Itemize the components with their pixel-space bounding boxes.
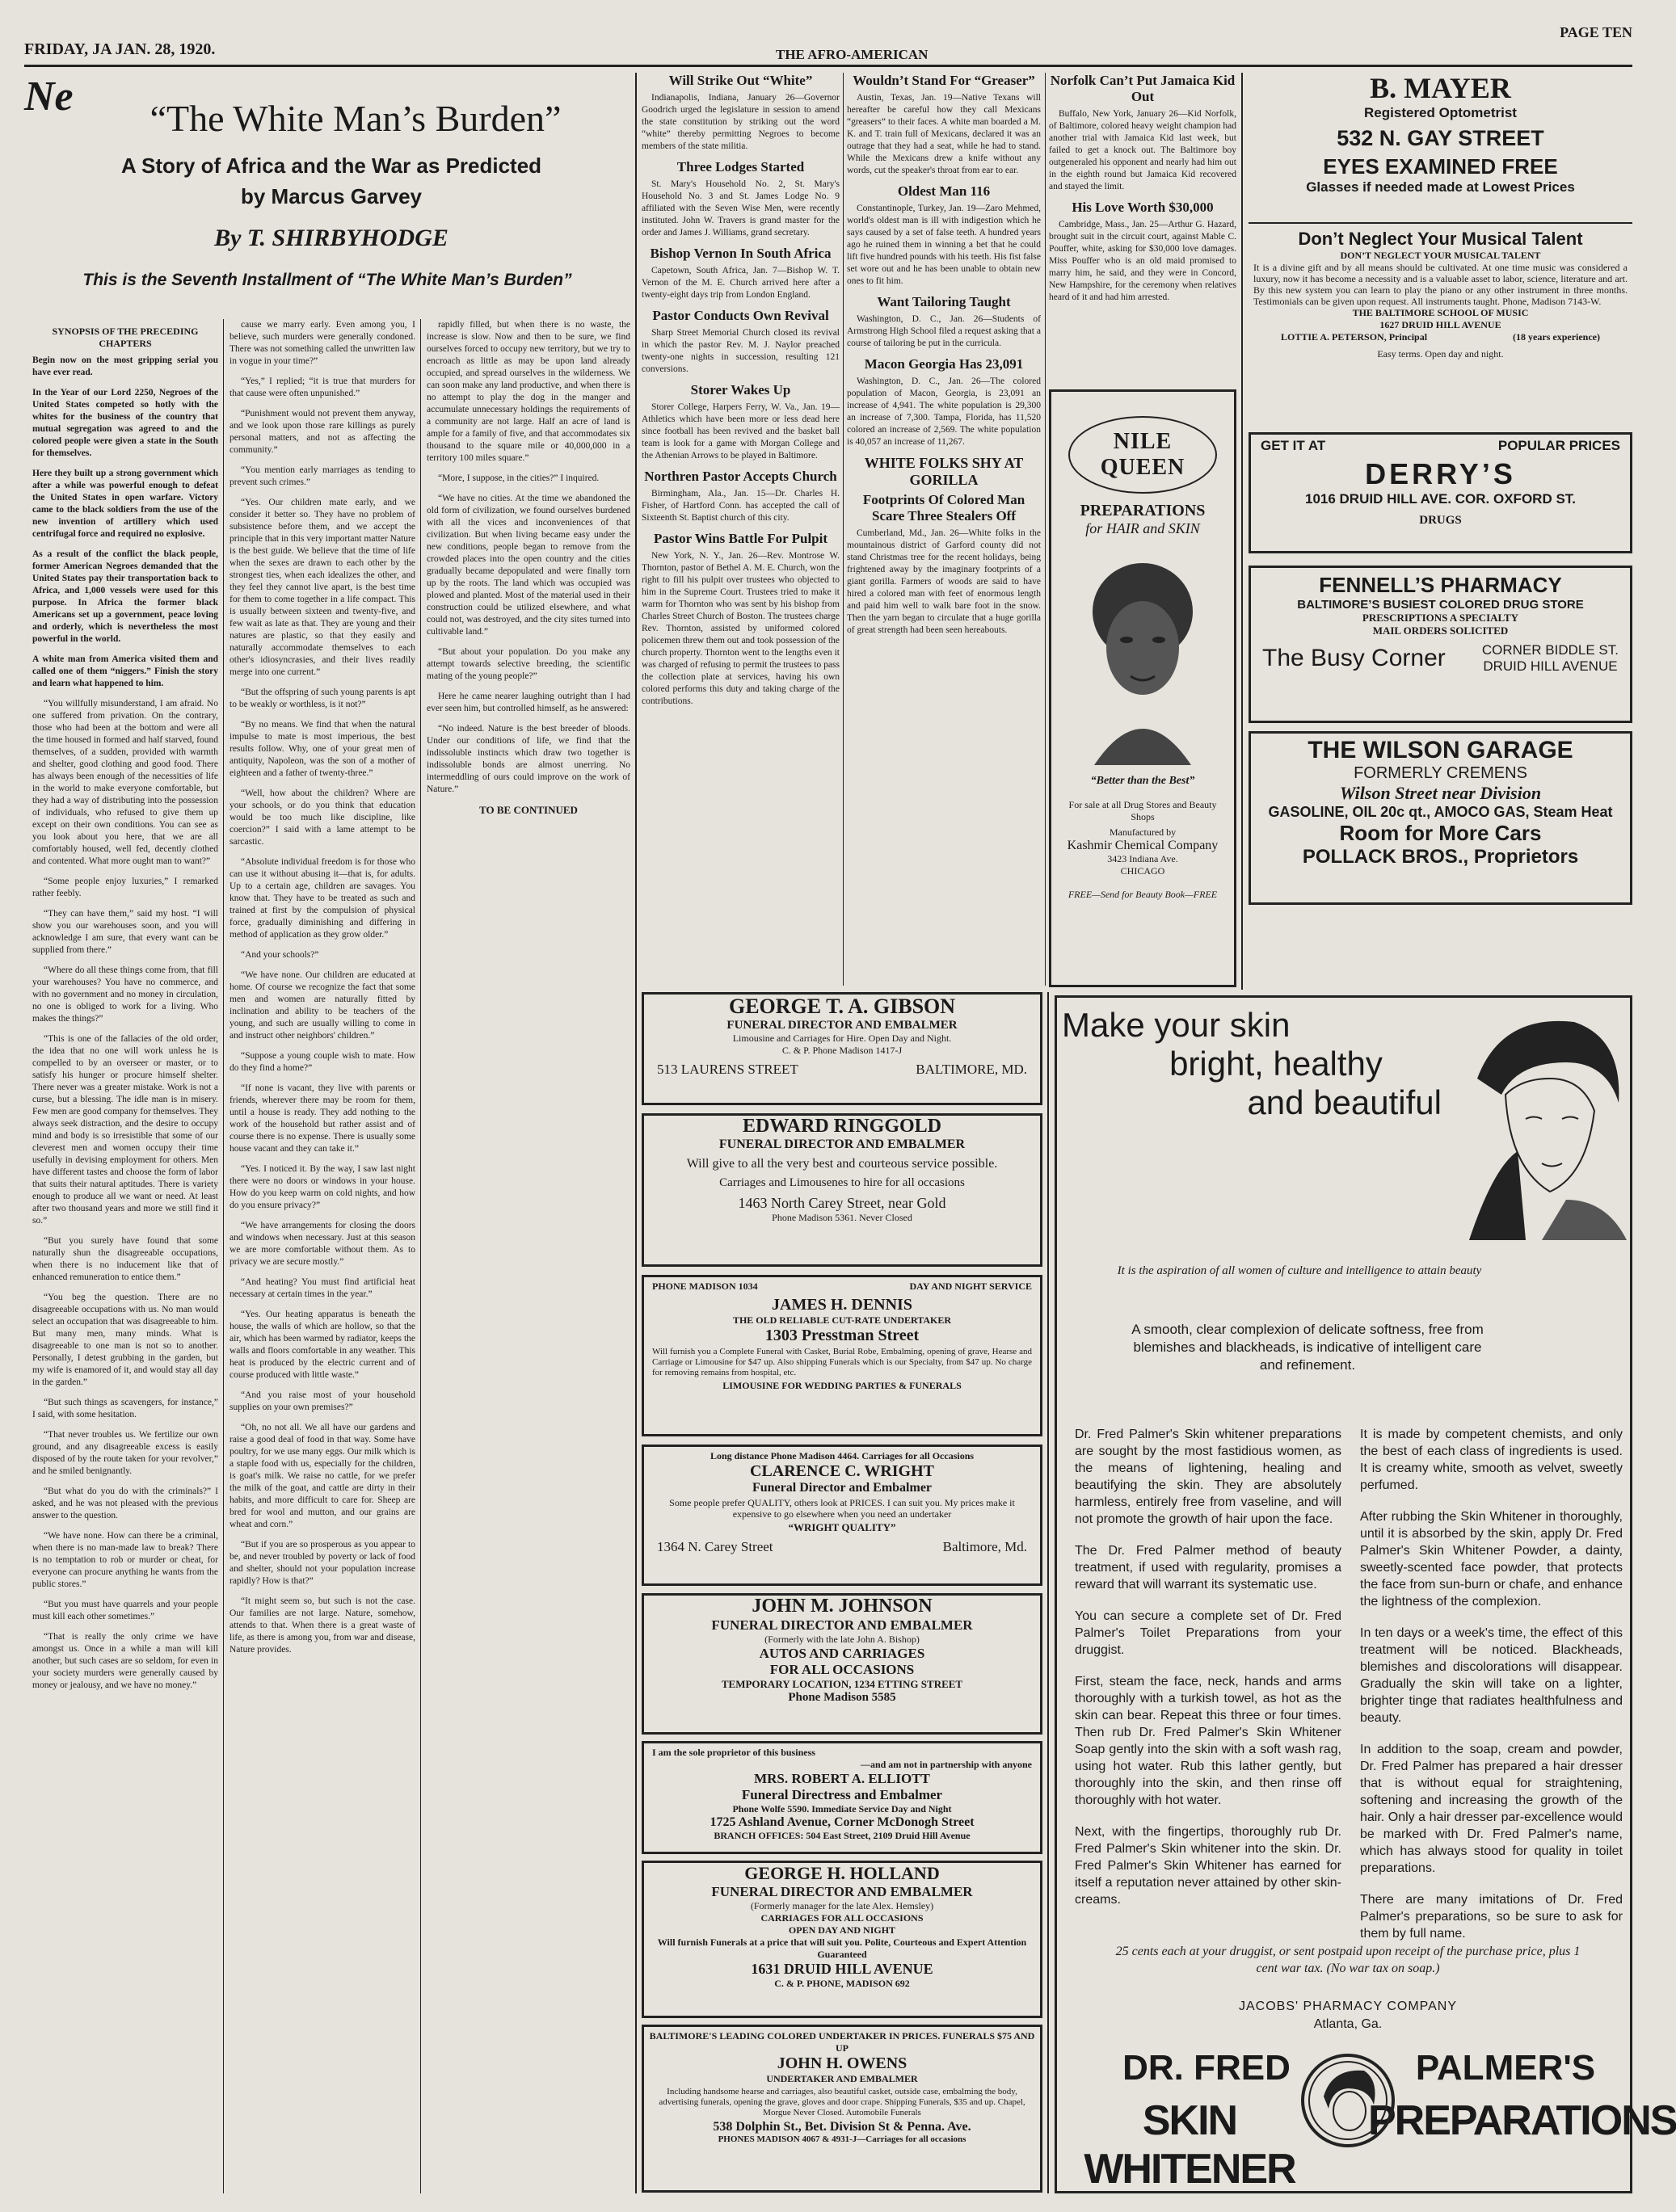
news-item bbox=[642, 469, 840, 524]
story-paragraph: “Yes. Our heating apparatus is beneath the house, the walls of which are hollow, so that the air, which has been warmed by radiator, keeps the walls and floors comfortable in any weather. This heat is produced by the electric current and of course produced with little waste.” bbox=[230, 1310, 415, 1380]
news-item bbox=[642, 159, 840, 239]
fennells-name: FENNELL’S PHARMACY bbox=[1319, 573, 1562, 597]
owens-phone: PHONES MADISON 4067 & 4931-J—Carriages for all occasions bbox=[718, 2134, 966, 2144]
news-body: Austin, Texas, Jan. 19—Native Texans will hereafter be careful how they call Mexicans “greasers” to their faces. A white man boarded a M. K. and T. train full of Mexicans, declared it was an outrage that they had a seat, while he had to stand. While the Mexicans drew a knife without any words, cut the speaker's throat from ear to ear. bbox=[847, 93, 1041, 175]
palmer-left-column bbox=[1075, 1426, 1341, 1923]
news-body: Indianapolis, Indiana, January 26—Governor Goodrich urged the legislature in session to amend the state constitution by striking out the word “white” thereby permitting Negroes to become members of the state militia. bbox=[642, 93, 840, 151]
story-paragraph: “But what do you do with the criminals?” I asked, and he was not pleased with the previous answer to the question. bbox=[32, 1487, 218, 1520]
mayer-title: Registered Optometrist bbox=[1364, 105, 1517, 120]
story-paragraph: “Oh, no not all. We all have our gardens and raise a good deal of food in that way. Some have poultry, for we use many eggs. Our milk which is a staple food with us, especially for the children, is goat's milk. We raise no cattle, for we prefer the milk of the goat, and cattle are dirty in their habits, and more difficult to care for. Sheep are bred for wool and mutton, and our grains are wheat and corn.” bbox=[230, 1423, 415, 1529]
news-body: Birmingham, Ala., Jan. 15—Dr. Charles H. Fisher, of Hartford Conn. has accepted the call of Sixteenth St. Baptist church of this city. bbox=[642, 489, 840, 523]
news-item bbox=[642, 246, 840, 301]
palmer-paragraph: It is made by competent chemists, and only the best of each class of ingredients is used. It is creamy white, smooth as velvet, sweetly perfumed. bbox=[1360, 1428, 1623, 1492]
story-paragraph: “But if you are so prosperous as you appear to be, and never troubled by poverty or lack of food and shelter, should not your population increase rapidly? How is that?” bbox=[230, 1540, 415, 1586]
johnson-phone: Phone Madison 5585 bbox=[788, 1691, 896, 1704]
elliott-title: Funeral Directress and Embalmer bbox=[741, 1787, 943, 1802]
holland-name: GEORGE H. HOLLAND bbox=[744, 1863, 940, 1883]
palmer-paragraph: In ten days or a week's time, the effect of this treatment will be noticed. Blackheads, blemishes and discolorations will disappear. Gradually the skin will take on a lighter, brighter tinge that radiates healthfulness and beauty. bbox=[1360, 1626, 1623, 1725]
nile-queen-ad bbox=[1049, 389, 1236, 987]
story-paragraph: “That never troubles us. We fertilize our own ground, and any disagreeable excess is easily disposed of by the route taken for your revolver,” and he smiled benignantly. bbox=[32, 1430, 218, 1476]
nile-sale: For sale at all Drug Stores and Beauty Shops bbox=[1068, 799, 1217, 822]
palmer-paragraph: The Dr. Fred Palmer method of beauty treatment, if used with regularity, promises a reward that will warrant its systematic use. bbox=[1075, 1544, 1341, 1592]
story-column-3 bbox=[427, 319, 630, 1127]
story-column-2 bbox=[230, 319, 415, 2193]
woman-portrait-icon bbox=[1062, 547, 1223, 765]
johnson-ad bbox=[642, 1593, 1042, 1735]
dennis-top bbox=[644, 1277, 1040, 1296]
elliott-branch: BRANCH OFFICES: 504 East Street, 2109 Druid Hill Avenue bbox=[714, 1830, 971, 1841]
story-paragraph: “We have arrangements for closing the doors and windows when necessary. Just at this season we are more comfortable without them. As to privacy we are secure mostly.” bbox=[230, 1221, 415, 1267]
wilson-owners: POLLACK BROS., Proprietors bbox=[1302, 846, 1579, 868]
dennis-ad bbox=[642, 1275, 1042, 1436]
story-paragraph: “Well, how about the children? Where are your schools, or do you think that education would be too much like discipline, like coercion?” I said with a lame attempt to be sarcastic. bbox=[230, 788, 415, 847]
palmer-paragraph: You can secure a complete set of Dr. Fred Palmer's Toilet Preparations from your druggist. bbox=[1075, 1609, 1341, 1657]
owens-body: Including handsome hearse and carriages, also beautiful casket, outside case, embalming the body, advertising funerals, opening the grave, gloves and door crape. Shipping Funerals, $35 and up. Chapel, Morgue Never Closed. Automobile Funerals bbox=[659, 2087, 1025, 2117]
story-paragraph: “If none is vacant, they live with parents or friends, wherever there may be room for them, until a house is ready. They add nothing to the work of the household but rather assist and of course there is no expense. There is usually some house vacant and they can take it.” bbox=[230, 1083, 415, 1154]
story-paragraph: “No indeed. Nature is the best breeder of bloods. Under our conditions of life, we find that the indissoluble instincts which draw two together is indissoluble bonds are almost unerring. No intermeddling of ours could improve on the work of Nature.” bbox=[427, 724, 630, 794]
music-school-name: THE BALTIMORE SCHOOL OF MUSIC bbox=[1352, 307, 1529, 318]
palmer-paragraph: There are many imitations of Dr. Fred Palmer's preparations, so be sure to ask for them by full name. bbox=[1360, 1893, 1623, 1941]
wilson-name: THE WILSON GARAGE bbox=[1308, 737, 1573, 763]
news-body: Washington, D. C., Jan. 26—The colored population of Macon, Georgia, is 23,091 an increase of 4,941. The white population is 29,300 an increase of 7,300. Tampa, Florida, has 11,520 colored an increase of 2,569. The white population is 40,057 an increase of 11,267. bbox=[847, 376, 1041, 447]
nile-address: 3423 Indiana Ave. bbox=[1107, 853, 1178, 864]
fennells-corner: The Busy Corner bbox=[1262, 645, 1446, 671]
story-paragraph: Here he came nearer laughing outright than I had ever seen him, but controlled himself, as he answered: bbox=[427, 692, 630, 713]
wright-city: Baltimore, Md. bbox=[942, 1539, 1027, 1554]
gibson-title: FUNERAL DIRECTOR AND EMBALMER bbox=[726, 1019, 958, 1032]
palmer-price: 25 cents each at your druggist, or sent postpaid upon receipt of the purchase price, plus 1 cent war tax. (No war tax on soap.) bbox=[1115, 1945, 1581, 1975]
news-headline: Northren Pastor Accepts Church bbox=[644, 469, 837, 484]
story-installment: This is the Seventh Installment of “The White Man’s Burden” bbox=[82, 271, 572, 289]
news-body: Washington, D. C., Jan. 26—Students of Armstrong High School filed a request asking that a course of tailoring be put in the curricula. bbox=[847, 314, 1041, 348]
nile-mfg: Manufactured by bbox=[1109, 826, 1177, 838]
news-headline: Will Strike Out “White” bbox=[668, 73, 813, 88]
news-headline: Footprints Of Colored Man Scare Three Stealers Off bbox=[862, 492, 1025, 524]
news-item bbox=[847, 492, 1041, 637]
masthead-rule bbox=[24, 65, 1632, 67]
story-paragraph: “Suppose a young couple wish to mate. How do they find a home?” bbox=[230, 1051, 415, 1073]
gibson-name: GEORGE T. A. GIBSON bbox=[728, 995, 956, 1018]
column-rule bbox=[635, 73, 637, 2193]
news-body: Capetown, South Africa, Jan. 7—Bishop W. T. Vernon of the M. E. Church arrived here after a twenty-eight days trip from London England. bbox=[642, 266, 840, 300]
music-school-ad bbox=[1249, 222, 1632, 424]
news-item bbox=[847, 183, 1041, 288]
mayer-ad bbox=[1249, 71, 1632, 217]
holland-carriages: CARRIAGES FOR ALL OCCASIONS bbox=[760, 1912, 924, 1924]
wright-ad bbox=[642, 1445, 1042, 1586]
holland-ad bbox=[642, 1861, 1042, 2018]
mayer-glasses: Glasses if needed made at Lowest Prices bbox=[1306, 179, 1575, 195]
wright-motto: “WRIGHT QUALITY” bbox=[788, 1521, 896, 1533]
music-principal-row bbox=[1249, 331, 1632, 343]
wright-address: 1364 N. Carey Street bbox=[657, 1539, 773, 1554]
story-paragraph: “Yes,” I replied; “it is true that murders for that cause were often unpunished.” bbox=[230, 376, 415, 398]
music-sub: DON’T NEGLECT YOUR MUSICAL TALENT bbox=[1340, 250, 1541, 261]
column-rule bbox=[420, 319, 421, 2193]
story-paragraph: rapidly filled, but when there is no waste, the increase is slow. Now and then to be sure, we find ourselves forced to occupy new territory, but we try to encroach as little as may be upon land already occupied, and spread ourselves in the wilderness. We can soon make any land productive, and when there is no attempt to play the dog in the manger and accumulate unnecessary holdings the requirements of a community are not large. Half an acre of land is ample for a family of five, and that accommodates six thousand to the square mile or 40,000,000 in a territory 100 miles square.” bbox=[427, 320, 630, 463]
column-rule bbox=[223, 319, 224, 2193]
ringgold-ad bbox=[642, 1113, 1042, 1267]
fennells-loc1: CORNER BIDDLE ST. bbox=[1481, 642, 1619, 658]
story-paragraph: “But you surely have found that some naturally shun the disagreeable occupations, when there is no inducement like that of enhanced remuneration to entice them.” bbox=[32, 1236, 218, 1282]
nile-company: Kashmir Chemical Company bbox=[1067, 839, 1219, 852]
gibson-ad bbox=[642, 992, 1042, 1105]
story-subtitle: A Story of Africa and the War as Predicted bbox=[120, 153, 542, 178]
owens-title: UNDERTAKER AND EMBALMER bbox=[766, 2073, 918, 2084]
story-paragraph: “Where do all these things come from, that fill your warehouses? You have no commerce, and with no government and no money in circulation, no one is obliged to work for a living. Who makes the things?” bbox=[32, 965, 218, 1024]
dennis-service: DAY AND NIGHT SERVICE bbox=[909, 1281, 1032, 1292]
fennells-loc2: DRUID HILL AVENUE bbox=[1483, 658, 1618, 674]
wilson-gas: GASOLINE, OIL 20c qt., AMOCO GAS, Steam Heat bbox=[1268, 804, 1613, 820]
derrys-ad bbox=[1249, 432, 1632, 553]
story-paragraph: “They can have them,” said my host. “I will show you our warehouses soon, and you will acknowledge I am sure, that every want can be supplied from there.” bbox=[32, 909, 218, 955]
dennis-title: THE OLD RELIABLE CUT-RATE UNDERTAKER bbox=[732, 1314, 952, 1326]
story-paragraph: “Punishment would not prevent them anyway, and we look upon those rare killings as purely personal matters, and not as affecting the community.” bbox=[230, 409, 415, 455]
johnson-name: JOHN M. JOHNSON bbox=[752, 1596, 933, 1617]
news-body: New York, N. Y., Jan. 26—Rev. Montrose W. Thornton, pastor of Bethel A. M. E. Church, won the right to fill his pulpit over trustees who objected to him in the Supreme Court. Trustees tried to make it warm for Thornton who was sent by his bishop from Charles Street Church of Boston. The trustees charge Rev. Thornton, assisted by uniformed colored policemen threw them out and took possession of the church property. Thornton went to the lengths even it was charged of refusing to permit the trustees to pass the collection plate at services, having his own colored performs this duty and taking charge of the contributions. bbox=[642, 551, 840, 706]
wright-top: Long distance Phone Madison 4464. Carriages for all Occasions bbox=[710, 1450, 975, 1461]
news-item bbox=[1049, 200, 1236, 304]
story-paragraph: “But such things as scavengers, for instance,” I said, with some hesitation. bbox=[32, 1398, 218, 1419]
news-headline: Oldest Man 116 bbox=[897, 183, 991, 199]
wilson-location: Wilson Street near Division bbox=[1339, 783, 1542, 803]
wilson-garage-ad bbox=[1249, 731, 1632, 905]
issue-date: FRIDAY, JA JAN. 28, 1920. bbox=[24, 40, 216, 58]
wright-name: CLARENCE C. WRIGHT bbox=[750, 1462, 934, 1480]
fennells-tag: BALTIMORE’S BUSIEST COLORED DRUG STORE bbox=[1297, 598, 1584, 612]
derrys-prices: POPULAR PRICES bbox=[1497, 438, 1620, 453]
story-paragraph: “And you raise most of your household supplies on your own premises?” bbox=[230, 1390, 415, 1412]
story-paragraph: “Yes. I noticed it. By the way, I saw last night there were no doors or windows in your house. How do you keep warm on cold nights, and how do you ensure privacy?” bbox=[230, 1164, 415, 1210]
palmer-paragraph: Next, with the fingertips, thoroughly rub Dr. Fred Palmer's Skin whitener into the skin. Dr. Fred Palmer's Skin Whitener has earned for itself a reputation never attained by other skin-creams. bbox=[1075, 1825, 1341, 1907]
news-item bbox=[642, 531, 840, 708]
palmer-paragraph: First, steam the face, neck, hands and arms thoroughly with a turkish towel, as hot as the skin can bear. Repeat this three or four times. Then rub Dr. Fred Palmer's Skin Whitener Soap gently into the skin with a soft wash rag, using hot water. Rub this lather gently, but thoroughly into the skin, and then rinse off thoroughly with hot water. bbox=[1075, 1675, 1341, 1807]
synopsis-paragraph: Here they built up a strong government which after a while was powerful enough to defeat the United States in open warfare. Victory came to the black soldiers from the use of the new invention of artillery which used centrifugal force and required no explosive. bbox=[32, 469, 218, 539]
dennis-body: Will furnish you a Complete Funeral with Casket, Burial Robe, Embalming, opening of grave, Hearse and Carriage or Limousine for $47 up. Also shipping Funerals which is our Specialty, from $47 up. No charge for removing remains from hospital, etc. bbox=[652, 1347, 1032, 1377]
synopsis-paragraph: A white man from America visited them and called one of them “niggers.” Finish the story and learn what happened to him. bbox=[32, 654, 218, 688]
palmer-tagline: It is the aspiration of all women of culture and intelligence to attain beauty bbox=[1117, 1264, 1482, 1277]
ringgold-line2: Carriages and Limousenes to hire for all occasions bbox=[719, 1176, 965, 1189]
palmer-lead: A smooth, clear complexion of delicate softness, free from blemishes and blackheads, is indicative of intelligent care and refinement. bbox=[1131, 1322, 1484, 1373]
palmer-logo-top-right: PALMER'S bbox=[1415, 2048, 1596, 2088]
palmer-logo-bottom-right: PREPARATIONS bbox=[1368, 2097, 1676, 2144]
dennis-name: JAMES H. DENNIS bbox=[772, 1296, 912, 1314]
music-address: 1627 DRUID HILL AVENUE bbox=[1379, 319, 1501, 330]
ringgold-line1: Will give to all the very best and courteous service possible. bbox=[686, 1157, 998, 1171]
news-body: Storer College, Harpers Ferry, W. Va., Jan. 19—Athletics which have been more or less dead here since football has been revived and the basket ball team is look for a game with Morgan College and the Athenian Arrows to be played in Baltimore. bbox=[642, 402, 840, 460]
story-paragraph: “Yes. Our children mate early, and we consider it better so. They have no problem of subsistence before them, and we accept the principle that in this very important matter Nature is the best guide. We believe that the time of life when the sexes are drawn to each other by the strongest ties, when each idealizes the other, and they feel they cannot live apart, is the best time for them to come together in a life compact. This is usually between sixteen and twenty-five, and few wait as late as that. They are young and their natures are plastic, so that they easily and naturally accommodate themselves to each other's idiosyncrasies, and their lives readily merge into one current.” bbox=[230, 498, 415, 677]
holland-title: FUNERAL DIRECTOR AND EMBALMER bbox=[711, 1884, 973, 1899]
story-paragraph: cause we marry early. Even among you, I believe, such murders were generally condoned. There was not something called the unwritten law in vogue in your time?” bbox=[230, 320, 415, 366]
story-paragraph: “You beg the question. There are no disagreeable occupations with us. No man would select an occupation that was disagreeable to him. But many men, many minds. What is disagreeable to one man is not so to another. Personally, I detest grubbing in the garden, but my wife is enamored of it, and would stay all day in the garden.” bbox=[32, 1293, 218, 1387]
palmer-logo-top-left: DR. FRED bbox=[1122, 2048, 1291, 2088]
johnson-title: FUNERAL DIRECTOR AND EMBALMER bbox=[711, 1617, 973, 1633]
story-paragraph: “We have none. Our children are educated at home. Of course we recognize the fact that some men and women are naturally fitted by inclination and ability to be teachers of the young, and such are usually willing to come in and instruct other neighbors' children.” bbox=[230, 970, 415, 1041]
music-principal: LOTTIE A. PETERSON, Principal bbox=[1281, 331, 1428, 343]
news-item bbox=[847, 294, 1041, 350]
synopsis-paragraph: Begin now on the most gripping serial you have ever read. bbox=[32, 355, 218, 377]
news-headline: His Love Worth $30,000 bbox=[1072, 200, 1214, 215]
music-body: It is a divine gift and by all means should be cultivated. At one time music was considered a luxury, now it has become a necessity and is a valuable asset to labor, science, literature and art. By this new system you can learn to play the piano or any other instrument in three months. Testimonials can be given upon request. All instruments taught. Phone, Madison 7143-W. bbox=[1253, 262, 1628, 307]
fennells-rx: PRESCRIPTIONS A SPECIALTY bbox=[1362, 612, 1519, 624]
ringgold-name: EDWARD RINGGOLD bbox=[742, 1116, 942, 1137]
story-paragraph: “You mention early marriages as tending to prevent such crimes.” bbox=[230, 465, 415, 487]
palmer-headline-2: bright, healthy bbox=[1169, 1045, 1383, 1083]
ringgold-address: 1463 North Carey Street, near Gold bbox=[738, 1195, 946, 1211]
palmer-headline bbox=[1062, 1006, 1442, 1122]
wilson-room: Room for More Cars bbox=[1339, 821, 1542, 845]
news-headline: Storer Wakes Up bbox=[690, 382, 791, 397]
owens-top: BALTIMORE'S LEADING COLORED UNDERTAKER IN PRICES. FUNERALS $75 AND UP bbox=[649, 2030, 1035, 2054]
to-be-continued: TO BE CONTINUED bbox=[479, 804, 578, 816]
holland-open: OPEN DAY AND NIGHT bbox=[788, 1924, 896, 1936]
derrys-address: 1016 DRUID HILL AVE. COR. OXFORD ST. bbox=[1304, 491, 1577, 507]
news-headline: Pastor Conducts Own Revival bbox=[652, 308, 829, 323]
synopsis-paragraph: As a result of the conflict the black people, former American Negroes demanded that the United States pay their transportation back to Africa, and 1,000 vessels were used for this purpose. In Africa the former black Americans set up a government, peace loving and orderly, which is nevertheless the most powerful in the world. bbox=[32, 549, 218, 644]
news-item bbox=[642, 73, 840, 153]
story-paragraph: “You willfully misunderstand, I am afraid. No one suffered from privation. On the contrary, those who had been at the bottom and were all the time housed in formed and half starved, found themselves, of a sudden, provided with warmth and shelter, good clothing and good food. There has always been enough of the necessities of life in the world to make everyone comfortable, but they had a way of distributing into the possession of individuals, who refused to give them up except on their own conditions. You can see as you look about you here, that we are all comfortably housed, well fed, decently clothed and contented. What more ought man to want?” bbox=[32, 699, 218, 866]
story-title: “The White Man’s Burden” bbox=[149, 98, 562, 139]
mayer-exam: EYES EXAMINED FREE bbox=[1323, 154, 1558, 179]
elliott-ad bbox=[642, 1741, 1042, 1854]
nile-city: CHICAGO bbox=[1120, 865, 1165, 877]
news-column-c bbox=[1049, 73, 1236, 380]
news-headline: Wouldn’t Stand For “Greaser” bbox=[853, 73, 1035, 88]
owens-address: 538 Dolphin St., Bet. Division St & Penna. Ave. bbox=[713, 2120, 971, 2134]
story-paragraph: “It might seem so, but such is not the case. Our families are not large. Nature, somehow, attends to that. When there is a great waste of life, as there is among you, from war and disease, Nature provides. bbox=[230, 1596, 415, 1655]
johnson-former: (Formerly with the late John A. Bishop) bbox=[764, 1634, 920, 1645]
elliott-name: MRS. ROBERT A. ELLIOTT bbox=[754, 1771, 930, 1786]
story-paragraph: “By no means. We find that when the natural impulse to mate is most imperious, the best results follow. Why, one of your great men of antiquity, Napoleon, was the son of a mother of eighteen and a father of twenty-three.” bbox=[230, 720, 415, 778]
derrys-top-row bbox=[1251, 435, 1630, 457]
story-paragraph: “That is really the only crime we have amongst us. Once in a while a man will kill another, but such cases are so seldom, for even in your society murders were generally caused by money or jealousy, and we have no money.” bbox=[32, 1632, 218, 1690]
news-body: Cumberland, Md., Jan. 26—White folks in the mountainous district of Garford county did not stand Christmas tree for the recent holidays, being frightened away by the imaginary footprints of a giant gorilla. Farmers of woods are said to have hired a colored man with feet of enormous length and paid him well to walk bare foot in the snow. Then the yarn began to circulate that a huge gorilla of great strength had been seen hereabouts. bbox=[847, 528, 1041, 635]
ringgold-title: FUNERAL DIRECTOR AND EMBALMER bbox=[718, 1138, 966, 1151]
column-rule bbox=[1047, 992, 1049, 2193]
news-headline: WHITE FOLKS SHY AT GORILLA bbox=[864, 455, 1024, 488]
music-experience: (18 years experience) bbox=[1513, 331, 1600, 343]
story-kicker: Ne bbox=[24, 74, 74, 120]
news-item bbox=[847, 73, 1041, 177]
elliott-top: I am the sole proprietor of this business bbox=[652, 1747, 815, 1758]
news-headline: Want Tailoring Taught bbox=[877, 294, 1011, 309]
masthead bbox=[24, 24, 1632, 65]
news-column-b bbox=[847, 73, 1041, 986]
news-item bbox=[1049, 73, 1236, 193]
news-headline: Norfolk Can’t Put Jamaica Kid Out bbox=[1050, 73, 1236, 104]
story-paragraph: “Absolute individual freedom is for those who can use it without abusing it—that is, for adults. Up to a certain age, children are savages. You know that. They have to be treated as such and trained at first by the compulsion of physical force, gradually diminishing and differing in method of application as they grow older.” bbox=[230, 857, 415, 940]
holland-phone: C. & P. PHONE, MADISON 692 bbox=[774, 1978, 910, 1989]
synopsis-heading: SYNOPSIS OF THE PRECEDING CHAPTERS bbox=[52, 326, 199, 349]
news-headline: Bishop Vernon In South Africa bbox=[650, 246, 832, 261]
palmer-logo-bottom-left: SKIN WHITENER bbox=[1084, 2097, 1295, 2193]
ringgold-phone: Phone Madison 5361. Never Closed bbox=[772, 1212, 912, 1223]
story-paragraph: “This is one of the fallacies of the old order, the idea that no one will work unless he is compelled to by an overseer or master, or to satisfy his hunger or procure himself shelter. There never was a greater mistake. Work is not a curse, but a blessing. The idle man is in misery. Few men are good company for themselves. They always seek distraction, and the desire to occupy mind and body is so irresistible that some of our cleverest men and women occupy their time usefully in devising employment for others. Men have different tastes and choose the form of labor that suits their natural aptitudes. There is variety enough to produce all we want or need. At least after two thousand years and more we still find it so.” bbox=[32, 1034, 218, 1226]
news-body: Sharp Street Memorial Church closed its revival in which the pastor Rev. M. J. Naylor preached twenty-one nights in succession, resulting 121 conversions. bbox=[642, 328, 840, 374]
news-headline: Macon Georgia Has 23,091 bbox=[864, 356, 1024, 372]
news-headline: Pastor Wins Battle For Pulpit bbox=[653, 531, 828, 546]
wright-bottom bbox=[644, 1534, 1040, 1560]
nile-line1: PREPARATIONS bbox=[1080, 502, 1206, 519]
palmer-right-column bbox=[1360, 1426, 1623, 1957]
mayer-address: 532 N. GAY STREET bbox=[1337, 126, 1544, 150]
palmer-ad bbox=[1055, 995, 1676, 2193]
nile-line2: for HAIR and SKIN bbox=[1085, 520, 1200, 536]
story-column-1 bbox=[32, 319, 218, 2193]
holland-body: Will furnish Funerals at a price that will suit you. Polite, Courteous and Expert Attention Guaranteed bbox=[657, 1937, 1027, 1960]
music-head: Don’t Neglect Your Musical Talent bbox=[1298, 229, 1583, 249]
palmer-headline-3: and beautiful bbox=[1247, 1083, 1442, 1121]
johnson-occasions: FOR ALL OCCASIONS bbox=[769, 1662, 915, 1677]
mayer-name: B. MAYER bbox=[1370, 72, 1511, 104]
news-item bbox=[847, 356, 1041, 448]
nile-queen-logo: NILE QUEEN bbox=[1068, 416, 1217, 494]
palmer-medallion-icon bbox=[1299, 2048, 1396, 2153]
story-paragraph: “But the offspring of such young parents is apt to be weakly or worthless, is it not?” bbox=[230, 688, 415, 709]
holland-former: (Formerly manager for the late Alex. Hemsley) bbox=[750, 1900, 934, 1911]
woman-illustration-icon bbox=[1445, 1006, 1627, 1240]
news-body: Buffalo, New York, January 26—Kid Norfolk, of Baltimore, colored heavy weight champion had another trial with Jamaica Kid last week, but failed to get a knock out. The Baltimore boy outgeneraled his opponent and nearly had him out in the eighth round but Jamaica Kid recovered and stayed the limit. bbox=[1049, 109, 1236, 191]
music-terms: Easy terms. Open day and night. bbox=[1377, 348, 1504, 360]
dennis-limo: LIMOUSINE FOR WEDDING PARTIES & FUNERALS bbox=[722, 1380, 962, 1391]
fennells-bottom bbox=[1251, 637, 1630, 679]
story-paragraph: “Some people enjoy luxuries,” I remarked rather feebly. bbox=[32, 877, 218, 898]
owens-name: JOHN H. OWENS bbox=[777, 2054, 907, 2072]
story-author: By T. SHIRBYHODGE bbox=[214, 225, 448, 251]
palmer-paragraph: In addition to the soap, cream and powder, Dr. Fred Palmer has prepared a hair dresser that is without equal for straightening, softening and increasing the growth of the hair. Only a hair dresser par-excellence would be marked with Dr. Fred Palmer's name, which has always stood for quality in toilet preparations. bbox=[1360, 1743, 1623, 1875]
palmer-paragraph: Dr. Fred Palmer's Skin whitener preparations are sought by the most fastidious women, as the means of lightening, healing and beautifying the skin. They are absolutely harmless, entirely free from vaseline, and will not promote the growth of hair upon the face. bbox=[1075, 1428, 1341, 1526]
column-rule bbox=[1045, 73, 1046, 986]
gibson-street: 513 LAURENS STREET bbox=[657, 1062, 798, 1077]
synopsis-paragraph: In the Year of our Lord 2250, Negroes of the United States competed so hotly with the whites for the business of the country that mutual segregation was agreed to and the colored people were given a state in the South for themselves. bbox=[32, 388, 218, 458]
fennells-ad bbox=[1249, 566, 1632, 723]
story-paragraph: “But you must have quarrels and your people must kill each other sometimes.” bbox=[32, 1600, 218, 1621]
news-body: Cambridge, Mass., Jan. 25—Arthur G. Hazard, brought suit in the circuit court, against Mable C. Pouffer, white, asking for $30,000 love damages. Miss Pouffer who is an old maid promised to marry him, he said, and they were in Concord, New Hampshire, for the ceremony when relatives heard of it and had him arrested. bbox=[1049, 220, 1236, 302]
fennells-mail: MAIL ORDERS SOLICITED bbox=[1372, 624, 1509, 637]
paper-name: THE AFRO-AMERICAN bbox=[776, 47, 929, 62]
story-paragraph: “More, I suppose, in the cities?” I inquired. bbox=[438, 473, 600, 483]
news-item bbox=[847, 455, 1041, 489]
column-rule bbox=[843, 73, 844, 986]
news-item bbox=[642, 382, 840, 462]
gibson-bottom bbox=[644, 1057, 1040, 1083]
gibson-line: Limousine and Carriages for Hire. Open Day and Night. bbox=[732, 1032, 952, 1044]
story-paragraph: “We have no cities. At the time we abandoned the old form of civilization, we found ourselves burdened with all the vices and inconveniences of that civilization. But when living became easy under the new conditions, people began to remove from the crowded places into the open country and the cities gradually became depopulated and were finally torn up by the roots. The land which was occupied was plowed and planted. Most of the material used in their construction could be utilized elsewhere, and what could not, was destroyed, and the city sites turned into cultivable land.” bbox=[427, 494, 630, 637]
derrys-get: GET IT AT bbox=[1261, 438, 1326, 453]
johnson-location: TEMPORARY LOCATION, 1234 ETTING STREET bbox=[721, 1678, 963, 1690]
dennis-phone: PHONE MADISON 1034 bbox=[652, 1281, 758, 1292]
holland-address: 1631 DRUID HILL AVENUE bbox=[751, 1961, 933, 1977]
elliott-top2: —and am not in partnership with anyone bbox=[860, 1759, 1032, 1770]
news-body: Constantinople, Turkey, Jan. 19—Zaro Mehmed, world's oldest man is ill with indigestion which he says caused by a set of false teeth. A hundred years ago he ruined them in winning a bet that he could lift five hundred pounds with his teeth. His fist false set wore out and he has been unable to obtain new ones to fit him. bbox=[847, 204, 1041, 286]
wright-title: Funeral Director and Embalmer bbox=[752, 1481, 933, 1495]
story-header bbox=[24, 73, 630, 315]
nile-slogan: “Better than the Best” bbox=[1090, 775, 1195, 787]
story-paragraph: “And heating? You must find artificial heat necessary at certain times in the year.” bbox=[230, 1277, 415, 1299]
fennells-location bbox=[1482, 642, 1619, 675]
story-byline: by Marcus Garvey bbox=[240, 184, 422, 208]
derrys-drugs: DRUGS bbox=[1419, 514, 1462, 527]
elliott-phone: Phone Wolfe 5590. Immediate Service Day and Night bbox=[732, 1803, 952, 1815]
story-paragraph: “And your schools?” bbox=[241, 950, 319, 960]
wright-body: Some people prefer QUALITY, others look at PRICES. I can suit you. My prices make it expensive to go elsewhere when you need an undertaker bbox=[669, 1497, 1015, 1520]
owens-ad bbox=[642, 2025, 1042, 2193]
palmer-headline-1: Make your skin bbox=[1062, 1006, 1291, 1044]
elliott-address: 1725 Ashland Avenue, Corner McDonogh Street bbox=[710, 1815, 975, 1829]
column-rule bbox=[1241, 73, 1243, 990]
palmer-company: JACOBS' PHARMACY COMPANY bbox=[1238, 2000, 1458, 2013]
wilson-former: FORMERLY CREMENS bbox=[1354, 764, 1527, 782]
palmer-city: Atlanta, Ga. bbox=[1313, 2017, 1383, 2031]
page-number: PAGE TEN bbox=[1560, 24, 1632, 40]
news-item bbox=[642, 308, 840, 376]
gibson-city: BALTIMORE, MD. bbox=[916, 1062, 1027, 1077]
news-column-a bbox=[642, 73, 840, 986]
news-headline: Three Lodges Started bbox=[676, 159, 805, 175]
nile-free: FREE—Send for Beauty Book—FREE bbox=[1068, 889, 1218, 900]
story-paragraph: “We have none. How can there be a criminal, when there is no man-made law to break? There is no temptation to rob or murder or cheat, for everyone can procure anything he wants from the public stores.” bbox=[32, 1531, 218, 1589]
johnson-autos: AUTOS AND CARRIAGES bbox=[759, 1646, 925, 1661]
gibson-phone: C. & P. Phone Madison 1417-J bbox=[781, 1045, 903, 1056]
derrys-name: DERRY’S bbox=[1365, 457, 1516, 490]
dennis-address: 1303 Presstman Street bbox=[764, 1327, 920, 1344]
story-paragraph: “But about your population. Do you make any attempt towards selective breeding, the scientific mating of the young people?” bbox=[427, 647, 630, 681]
palmer-paragraph: After rubbing the Skin Whitener in thoroughly, until it is absorbed by the skin, apply Dr. Fred Palmer's Skin Whitener Powder, a dainty, sweetly-scented face powder, that protects the face from sun-burn or chafe, and enhance the lightness of the complexion. bbox=[1360, 1510, 1623, 1609]
news-body: St. Mary's Household No. 2, St. Mary's Household No. 3 and St. James Lodge No. 9 affiliated with the Seven Wise Men, were recently instituted. John W. Travers is grand master for the order and James J. Williams, grand secretary. bbox=[642, 179, 840, 238]
